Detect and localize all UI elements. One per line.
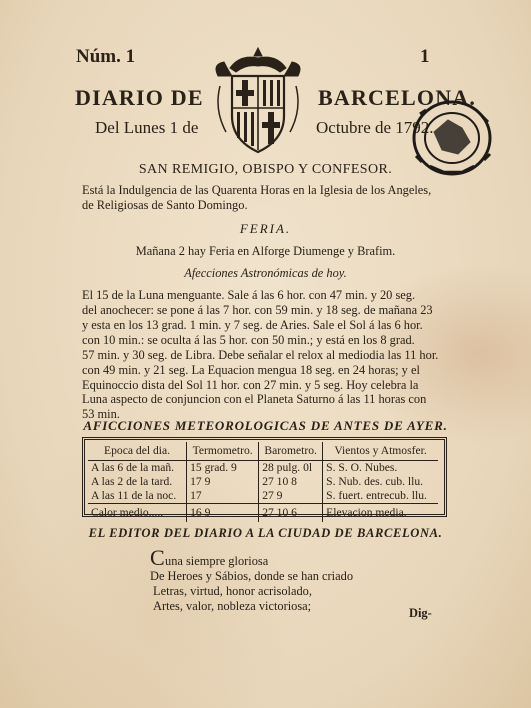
issue-date-left: Del Lunes 1 de [95, 118, 199, 137]
table-cell: Elevacion media. [323, 504, 438, 523]
column-header: Epoca del dia. [88, 442, 187, 461]
table-row [88, 475, 438, 489]
editor-heading: EL EDITOR DEL DIARIO A LA CIUDAD DE BARCELONA. [88, 526, 443, 540]
astronomy-line: Luna aspecto de conjuncion con el Planeta Saturno á las 11 horas con [82, 392, 427, 406]
astronomy-line: y esta en los 13 grad. 1 min. y 7 seg. de Aries. Sale el Sol á las 6 hor. [82, 318, 423, 332]
column-header: Barometro. [259, 442, 323, 461]
astronomy-heading: Afecciones Astronómicas de hoy. [184, 266, 347, 280]
column-header: Vientos y Atmosfer. [323, 442, 438, 461]
feria-heading: FERIA. [239, 221, 292, 236]
poem-line: Letras, virtud, honor acrisolado, [153, 584, 312, 598]
astronomy-line: Equinoccio dista del Sol 11 hor. con 27 min. y 5 seg. Hoy celebra la [82, 378, 419, 392]
astronomy-line: del anochecer: se pone á las 7 hor. con 59 min. y 18 seg. de mañana 23 [82, 303, 433, 317]
table-cell: A las 6 de la mañ. [88, 461, 187, 476]
barcelona-coat-of-arms-icon [210, 46, 306, 158]
table-cell: 28 pulg. 0l [259, 461, 323, 476]
table-cell: Calor medio..... [88, 504, 187, 523]
indulgence-line-2: de Religiosas de Santo Domingo. [82, 198, 248, 212]
poem-line: una siempre gloriosa [165, 554, 269, 568]
table-cell: 16 9 [187, 504, 259, 523]
table-row [88, 489, 438, 504]
feria-text: Mañana 2 hay Feria en Alforge Diumenge y Brafim. [135, 244, 396, 258]
issue-number: Núm. 1 [76, 46, 136, 67]
table-cell: 27 9 [259, 489, 323, 504]
page-number: 1 [420, 46, 430, 67]
column-header: Termometro. [187, 442, 259, 461]
table-cell: S. S. O. Nubes. [326, 461, 398, 474]
astronomy-line: 53 min. [82, 407, 120, 421]
astronomy-line: El 15 de la Luna menguante. Sale á las 6 hor. con 47 min. y 20 seg. [82, 288, 416, 302]
poem-line: De Heroes y Sábios, donde se han criado [150, 569, 354, 583]
table-cell: S. Nub. des. cub. llu. [326, 475, 424, 488]
table-cell: 15 grad. 9 [187, 461, 259, 476]
table-cell: A las 11 de la noc. [88, 489, 187, 504]
poem-line: Artes, valor, nobleza victoriosa; [153, 599, 312, 613]
table-cell: 17 9 [187, 475, 259, 489]
table-summary-row [88, 504, 438, 523]
astronomy-line: con 49 min. y 21 seg. La Equacion mengua 18 seg. en 24 horas; y el [82, 363, 420, 377]
table-cell: 17 [187, 489, 259, 504]
table-cell: A las 2 de la tard. [88, 475, 187, 489]
issue-date-right: Octubre de 1792. [316, 118, 434, 137]
table-cell: 27 10 6 [259, 504, 323, 523]
indulgence-line-1: Está la Indulgencia de las Quarenta Horas en la Iglesia de los Angeles, [82, 183, 432, 197]
meteorology-table [88, 442, 438, 522]
masthead-title-left: DIARIO DE [75, 85, 204, 110]
drop-capital: C [150, 545, 165, 570]
meteorology-heading: AFICCIONES METEOROLOGICAS DE ANTES DE AYER. [83, 418, 448, 433]
catchword: Dig- [409, 606, 432, 620]
table-cell: S. fuert. entrecub. llu. [326, 489, 427, 502]
astronomy-line: 57 min. y 30 seg. de Libra. Debe señalar el relox al mediodia las 11 hor. [82, 348, 439, 362]
masthead-title-right: BARCELONA. [318, 85, 477, 110]
table-row [88, 461, 438, 476]
astronomy-line: con 10 min.: se oculta á las 5 hor. con 50 min.; y está en los 8 grad. [82, 333, 415, 347]
saint-of-day: SAN REMIGIO, OBISPO Y CONFESOR. [138, 162, 393, 177]
table-header-row [88, 442, 438, 461]
table-cell: 27 10 8 [259, 475, 323, 489]
